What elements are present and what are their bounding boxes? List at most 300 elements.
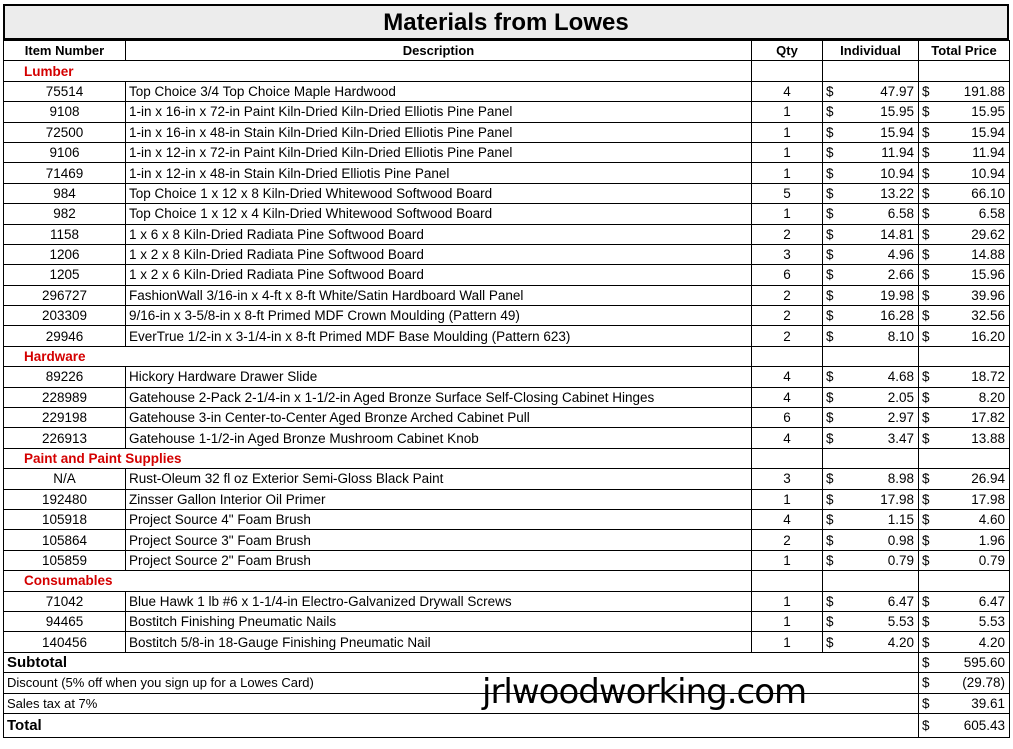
- description-cell: Top Choice 1 x 12 x 4 Kiln-Dried Whitewood Softwood Board: [126, 204, 752, 224]
- individual-price-cell: [823, 408, 919, 428]
- individual-price-cell-value: [823, 102, 918, 121]
- total-price-cell: [919, 204, 1010, 224]
- individual-price-cell: [823, 265, 919, 285]
- individual-price-cell-value: [823, 286, 918, 305]
- individual-price-cell-value: [823, 184, 918, 203]
- amount: 8.20: [978, 389, 1005, 405]
- section-empty-cell: [919, 448, 1010, 468]
- table-row: [4, 408, 1010, 428]
- total-price-cell-value: [919, 184, 1009, 203]
- qty-cell: 1: [752, 163, 823, 183]
- amount: 15.94: [971, 124, 1005, 140]
- amount: 191.88: [963, 83, 1005, 99]
- currency-symbol: $: [922, 308, 930, 324]
- currency-symbol: $: [922, 430, 930, 446]
- total-price-cell: [919, 632, 1010, 652]
- amount: 15.94: [880, 124, 914, 140]
- total-price-cell-value: [919, 143, 1009, 162]
- individual-price-cell: [823, 469, 919, 489]
- individual-price-cell: [823, 183, 919, 203]
- qty-cell: 3: [752, 244, 823, 264]
- currency-symbol: $: [922, 552, 930, 568]
- currency-symbol: $: [922, 124, 930, 140]
- total-price-cell-value: [919, 367, 1009, 386]
- amount: 5.53: [978, 614, 1005, 630]
- table-row: [4, 204, 1010, 224]
- currency-symbol: $: [826, 614, 834, 630]
- amount: 10.94: [880, 165, 914, 181]
- table-row: [4, 550, 1010, 570]
- summary-value-cell-value: [919, 673, 1009, 692]
- summary-value-cell-value: [919, 694, 1009, 713]
- section-header-row: [4, 571, 1010, 591]
- table-row: [4, 183, 1010, 203]
- item-number-cell: 228989: [4, 387, 126, 407]
- item-number-cell: 192480: [4, 489, 126, 509]
- currency-symbol: $: [922, 471, 930, 487]
- individual-price-cell-value: [823, 143, 918, 162]
- individual-price-cell-value: [823, 490, 918, 509]
- individual-price-cell-value: [823, 633, 918, 652]
- currency-symbol: $: [826, 471, 834, 487]
- currency-symbol: $: [826, 512, 834, 528]
- description-cell: 1-in x 16-in x 72-in Paint Kiln-Dried Kiln-Dried Elliotis Pine Panel: [126, 102, 752, 122]
- item-number-cell: 984: [4, 183, 126, 203]
- total-price-cell: [919, 81, 1010, 101]
- section-empty-cell: [752, 346, 823, 366]
- amount: 17.98: [971, 491, 1005, 507]
- total-price-cell-value: [919, 123, 1009, 142]
- spreadsheet: [3, 4, 1009, 738]
- amount: 6.58: [887, 206, 914, 222]
- individual-price-cell-value: [823, 510, 918, 529]
- total-price-cell: [919, 183, 1010, 203]
- item-number-cell: 72500: [4, 122, 126, 142]
- watermark-text: jrlwoodworking.com: [482, 672, 807, 712]
- currency-symbol: $: [922, 675, 930, 691]
- amount: 8.10: [887, 328, 914, 344]
- qty-cell: 1: [752, 632, 823, 652]
- total-price-cell-value: [919, 592, 1009, 611]
- total-price-cell: [919, 244, 1010, 264]
- item-number-cell: 1205: [4, 265, 126, 285]
- amount: 4.20: [887, 634, 914, 650]
- sheet-title: Materials from Lowes: [3, 4, 1009, 40]
- table-row: [4, 469, 1010, 489]
- qty-cell: 2: [752, 224, 823, 244]
- item-number-cell: 105918: [4, 509, 126, 529]
- section-empty-cell: [823, 346, 919, 366]
- summary-value-cell: [919, 652, 1010, 672]
- description-cell: Top Choice 3/4 Top Choice Maple Hardwood: [126, 81, 752, 101]
- total-price-cell-value: [919, 408, 1009, 427]
- section-empty-cell: [823, 61, 919, 81]
- individual-price-cell: [823, 509, 919, 529]
- amount: 15.95: [880, 104, 914, 120]
- section-empty-cell: [752, 448, 823, 468]
- description-cell: Project Source 3" Foam Brush: [126, 530, 752, 550]
- total-price-cell-value: [919, 286, 1009, 305]
- amount: 4.60: [978, 512, 1005, 528]
- currency-symbol: $: [922, 491, 930, 507]
- currency-symbol: $: [922, 532, 930, 548]
- total-price-cell: [919, 530, 1010, 550]
- header-qty: Qty: [752, 41, 823, 61]
- total-price-cell: [919, 142, 1010, 162]
- individual-price-cell-value: [823, 531, 918, 550]
- total-price-cell-value: [919, 204, 1009, 223]
- section-empty-cell: [919, 571, 1010, 591]
- currency-symbol: $: [826, 328, 834, 344]
- individual-price-cell-value: [823, 123, 918, 142]
- individual-price-cell-value: [823, 429, 918, 448]
- currency-symbol: $: [826, 83, 834, 99]
- total-price-cell-value: [919, 327, 1009, 346]
- amount: 11.94: [972, 145, 1005, 161]
- total-price-cell-value: [919, 102, 1009, 121]
- total-price-cell-value: [919, 490, 1009, 509]
- amount: 15.95: [971, 104, 1005, 120]
- item-number-cell: 71469: [4, 163, 126, 183]
- currency-symbol: $: [922, 247, 930, 263]
- amount: 32.56: [971, 308, 1005, 324]
- total-price-cell: [919, 387, 1010, 407]
- currency-symbol: $: [922, 226, 930, 242]
- total-price-cell: [919, 224, 1010, 244]
- section-label: Consumables: [4, 571, 752, 591]
- description-cell: Bostitch 5/8-in 18-Gauge Finishing Pneumatic Nail: [126, 632, 752, 652]
- currency-symbol: $: [922, 185, 930, 201]
- individual-price-cell-value: [823, 265, 918, 284]
- amount: 39.61: [971, 695, 1005, 711]
- total-price-cell: [919, 163, 1010, 183]
- amount: 18.72: [971, 369, 1005, 385]
- description-cell: Gatehouse 1-1/2-in Aged Bronze Mushroom Cabinet Knob: [126, 428, 752, 448]
- description-cell: 1-in x 16-in x 48-in Stain Kiln-Dried Kiln-Dried Elliotis Pine Panel: [126, 122, 752, 142]
- individual-price-cell: [823, 285, 919, 305]
- individual-price-cell: [823, 611, 919, 631]
- table-row: [4, 489, 1010, 509]
- total-price-cell: [919, 428, 1010, 448]
- currency-symbol: $: [922, 593, 930, 609]
- table-row: [4, 632, 1010, 652]
- currency-symbol: $: [826, 247, 834, 263]
- currency-symbol: $: [922, 614, 930, 630]
- summary-value-cell-value: [919, 716, 1009, 735]
- individual-price-cell: [823, 326, 919, 346]
- individual-price-cell-value: [823, 245, 918, 264]
- individual-price-cell: [823, 632, 919, 652]
- individual-price-cell: [823, 428, 919, 448]
- summary-row: [4, 713, 1010, 737]
- total-price-cell: [919, 102, 1010, 122]
- amount: 6.47: [887, 593, 914, 609]
- amount: 5.53: [887, 614, 914, 630]
- amount: 13.22: [880, 185, 914, 201]
- item-number-cell: 94465: [4, 611, 126, 631]
- qty-cell: 1: [752, 122, 823, 142]
- item-number-cell: 29946: [4, 326, 126, 346]
- individual-price-cell: [823, 530, 919, 550]
- amount: 4.68: [887, 369, 914, 385]
- amount: 0.98: [887, 532, 914, 548]
- table-row: [4, 265, 1010, 285]
- currency-symbol: $: [922, 104, 930, 120]
- qty-cell: 2: [752, 285, 823, 305]
- description-cell: 9/16-in x 3-5/8-in x 8-ft Primed MDF Crown Moulding (Pattern 49): [126, 306, 752, 326]
- amount: 47.97: [880, 83, 914, 99]
- amount: 3.47: [887, 430, 914, 446]
- table-row: [4, 591, 1010, 611]
- section-header-row: [4, 448, 1010, 468]
- individual-price-cell: [823, 306, 919, 326]
- table-row: [4, 102, 1010, 122]
- summary-value-cell: [919, 713, 1010, 737]
- currency-symbol: $: [922, 654, 930, 670]
- amount: 0.79: [978, 552, 1005, 568]
- qty-cell: 3: [752, 469, 823, 489]
- summary-row: [4, 652, 1010, 672]
- item-number-cell: 89226: [4, 367, 126, 387]
- amount: 26.94: [971, 471, 1005, 487]
- currency-symbol: $: [826, 593, 834, 609]
- summary-label: Discount (5% off when you sign up for a Lowes Card): [4, 673, 919, 693]
- currency-symbol: $: [922, 267, 930, 283]
- section-label: Lumber: [4, 61, 752, 81]
- table-row: [4, 163, 1010, 183]
- amount: 39.96: [971, 287, 1005, 303]
- individual-price-cell-value: [823, 367, 918, 386]
- individual-price-cell: [823, 204, 919, 224]
- description-cell: 1 x 6 x 8 Kiln-Dried Radiata Pine Softwood Board: [126, 224, 752, 244]
- description-cell: 1 x 2 x 8 Kiln-Dried Radiata Pine Softwood Board: [126, 244, 752, 264]
- currency-symbol: $: [826, 491, 834, 507]
- header-total-price: Total Price: [919, 41, 1010, 61]
- individual-price-cell: [823, 163, 919, 183]
- qty-cell: 6: [752, 408, 823, 428]
- header-row: [4, 41, 1010, 61]
- table-body: [4, 61, 1010, 738]
- qty-cell: 5: [752, 183, 823, 203]
- description-cell: Zinsser Gallon Interior Oil Primer: [126, 489, 752, 509]
- total-price-cell: [919, 591, 1010, 611]
- total-price-cell: [919, 408, 1010, 428]
- currency-symbol: $: [826, 552, 834, 568]
- item-number-cell: 226913: [4, 428, 126, 448]
- description-cell: 1-in x 12-in x 72-in Paint Kiln-Dried Kiln-Dried Elliotis Pine Panel: [126, 142, 752, 162]
- table-row: [4, 367, 1010, 387]
- amount: 13.88: [971, 430, 1005, 446]
- qty-cell: 2: [752, 530, 823, 550]
- total-price-cell-value: [919, 531, 1009, 550]
- currency-symbol: $: [826, 430, 834, 446]
- summary-label: Total: [4, 713, 919, 737]
- amount: 6.47: [978, 593, 1005, 609]
- item-number-cell: 296727: [4, 285, 126, 305]
- section-empty-cell: [752, 571, 823, 591]
- qty-cell: 1: [752, 489, 823, 509]
- amount: 2.66: [887, 267, 914, 283]
- qty-cell: 1: [752, 550, 823, 570]
- individual-price-cell-value: [823, 306, 918, 325]
- section-label: Hardware: [4, 346, 752, 366]
- section-empty-cell: [919, 61, 1010, 81]
- currency-symbol: $: [826, 532, 834, 548]
- currency-symbol: $: [922, 634, 930, 650]
- individual-price-cell-value: [823, 82, 918, 101]
- amount: 8.98: [887, 471, 914, 487]
- individual-price-cell: [823, 550, 919, 570]
- item-number-cell: 229198: [4, 408, 126, 428]
- qty-cell: 4: [752, 509, 823, 529]
- qty-cell: 2: [752, 326, 823, 346]
- item-number-cell: N/A: [4, 469, 126, 489]
- currency-symbol: $: [922, 165, 930, 181]
- qty-cell: 1: [752, 142, 823, 162]
- section-empty-cell: [752, 61, 823, 81]
- total-price-cell: [919, 326, 1010, 346]
- amount: 29.62: [971, 226, 1005, 242]
- individual-price-cell-value: [823, 164, 918, 183]
- total-price-cell-value: [919, 388, 1009, 407]
- total-price-cell: [919, 367, 1010, 387]
- total-price-cell: [919, 489, 1010, 509]
- currency-symbol: $: [922, 369, 930, 385]
- currency-symbol: $: [922, 287, 930, 303]
- table-row: [4, 428, 1010, 448]
- total-price-cell-value: [919, 245, 1009, 264]
- amount: 17.98: [880, 491, 914, 507]
- individual-price-cell: [823, 142, 919, 162]
- item-number-cell: 140456: [4, 632, 126, 652]
- individual-price-cell-value: [823, 225, 918, 244]
- materials-table: [3, 40, 1010, 738]
- amount: 11.94: [881, 145, 914, 161]
- description-cell: 1 x 2 x 6 Kiln-Dried Radiata Pine Softwood Board: [126, 265, 752, 285]
- description-cell: Gatehouse 3-in Center-to-Center Aged Bronze Arched Cabinet Pull: [126, 408, 752, 428]
- total-price-cell: [919, 611, 1010, 631]
- amount: 605.43: [963, 717, 1005, 733]
- table-row: [4, 509, 1010, 529]
- amount: 16.28: [880, 308, 914, 324]
- item-number-cell: 1206: [4, 244, 126, 264]
- individual-price-cell: [823, 122, 919, 142]
- individual-price-cell-value: [823, 551, 918, 570]
- item-number-cell: 1158: [4, 224, 126, 244]
- amount: (29.78): [962, 675, 1005, 691]
- total-price-cell-value: [919, 265, 1009, 284]
- table-row: [4, 142, 1010, 162]
- amount: 19.98: [880, 287, 914, 303]
- header-item-number: Item Number: [4, 41, 126, 61]
- total-price-cell-value: [919, 225, 1009, 244]
- item-number-cell: 105864: [4, 530, 126, 550]
- total-price-cell: [919, 122, 1010, 142]
- individual-price-cell-value: [823, 388, 918, 407]
- currency-symbol: $: [826, 308, 834, 324]
- table-row: [4, 530, 1010, 550]
- currency-symbol: $: [922, 389, 930, 405]
- amount: 4.20: [978, 634, 1005, 650]
- amount: 16.20: [971, 328, 1005, 344]
- amount: 14.88: [971, 247, 1005, 263]
- section-empty-cell: [823, 448, 919, 468]
- qty-cell: 4: [752, 428, 823, 448]
- currency-symbol: $: [922, 512, 930, 528]
- total-price-cell-value: [919, 510, 1009, 529]
- individual-price-cell: [823, 224, 919, 244]
- header-description: Description: [126, 41, 752, 61]
- amount: 2.97: [887, 410, 914, 426]
- item-number-cell: 203309: [4, 306, 126, 326]
- qty-cell: 2: [752, 306, 823, 326]
- individual-price-cell: [823, 489, 919, 509]
- currency-symbol: $: [826, 410, 834, 426]
- currency-symbol: $: [826, 104, 834, 120]
- qty-cell: 1: [752, 611, 823, 631]
- total-price-cell-value: [919, 469, 1009, 488]
- individual-price-cell: [823, 81, 919, 101]
- currency-symbol: $: [826, 267, 834, 283]
- qty-cell: 1: [752, 102, 823, 122]
- total-price-cell: [919, 285, 1010, 305]
- individual-price-cell-value: [823, 612, 918, 631]
- amount: 0.79: [887, 552, 914, 568]
- description-cell: Project Source 4" Foam Brush: [126, 509, 752, 529]
- item-number-cell: 982: [4, 204, 126, 224]
- individual-price-cell-value: [823, 469, 918, 488]
- individual-price-cell-value: [823, 592, 918, 611]
- description-cell: 1-in x 12-in x 48-in Stain Kiln-Dried Elliotis Pine Panel: [126, 163, 752, 183]
- table-row: [4, 326, 1010, 346]
- total-price-cell-value: [919, 612, 1009, 631]
- description-cell: Hickory Hardware Drawer Slide: [126, 367, 752, 387]
- amount: 6.58: [978, 206, 1005, 222]
- currency-symbol: $: [826, 287, 834, 303]
- amount: 66.10: [971, 185, 1005, 201]
- description-cell: Gatehouse 2-Pack 2-1/4-in x 1-1/2-in Aged Bronze Surface Self-Closing Cabinet Hinges: [126, 387, 752, 407]
- total-price-cell-value: [919, 164, 1009, 183]
- total-price-cell-value: [919, 429, 1009, 448]
- currency-symbol: $: [826, 369, 834, 385]
- individual-price-cell: [823, 591, 919, 611]
- total-price-cell-value: [919, 306, 1009, 325]
- qty-cell: 4: [752, 367, 823, 387]
- summary-label: Sales tax at 7%: [4, 693, 919, 713]
- section-empty-cell: [823, 571, 919, 591]
- item-number-cell: 105859: [4, 550, 126, 570]
- currency-symbol: $: [922, 328, 930, 344]
- currency-symbol: $: [826, 389, 834, 405]
- summary-value-cell: [919, 693, 1010, 713]
- currency-symbol: $: [922, 206, 930, 222]
- amount: 595.60: [963, 654, 1005, 670]
- description-cell: FashionWall 3/16-in x 4-ft x 8-ft White/Satin Hardboard Wall Panel: [126, 285, 752, 305]
- amount: 4.96: [887, 247, 914, 263]
- currency-symbol: $: [922, 83, 930, 99]
- table-row: [4, 611, 1010, 631]
- amount: 17.82: [971, 410, 1005, 426]
- amount: 1.96: [978, 532, 1005, 548]
- amount: 14.81: [880, 226, 914, 242]
- individual-price-cell: [823, 387, 919, 407]
- total-price-cell: [919, 469, 1010, 489]
- individual-price-cell: [823, 102, 919, 122]
- currency-symbol: $: [826, 206, 834, 222]
- description-cell: Blue Hawk 1 lb #6 x 1-1/4-in Electro-Galvanized Drywall Screws: [126, 591, 752, 611]
- qty-cell: 4: [752, 387, 823, 407]
- item-number-cell: 75514: [4, 81, 126, 101]
